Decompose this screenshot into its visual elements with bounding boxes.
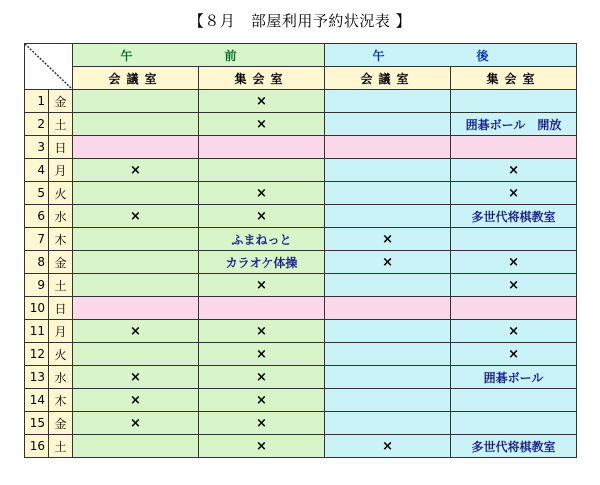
pm-meeting-cell (325, 320, 451, 343)
am-hall-cell (199, 297, 325, 320)
weekday: 金 (49, 251, 73, 274)
am-hall-cell: × (199, 205, 325, 228)
table-row (25, 136, 577, 159)
pm-meeting-cell: × (325, 228, 451, 251)
weekday: 日 (49, 136, 73, 159)
am-hall-cell: × (199, 90, 325, 113)
am-hall-cell: × (199, 412, 325, 435)
table-row (25, 274, 577, 297)
pm-hall-cell (451, 228, 577, 251)
am-meeting-cell (73, 343, 199, 366)
pm-hall-cell: 囲碁ボール (451, 366, 577, 389)
pm-hall-cell: 囲碁ボール 開放 (451, 113, 577, 136)
am-meeting-cell (73, 251, 199, 274)
pm-meeting-cell (325, 412, 451, 435)
weekday: 土 (49, 113, 73, 136)
day-number: 7 (25, 228, 49, 251)
am-meeting-cell (73, 274, 199, 297)
weekday: 木 (49, 228, 73, 251)
am-meeting-cell (73, 90, 199, 113)
table-row (25, 412, 577, 435)
pm-meeting-cell (325, 90, 451, 113)
table-row (25, 251, 577, 274)
day-number: 1 (25, 90, 49, 113)
pm-hall-cell: × (451, 251, 577, 274)
table-row (25, 182, 577, 205)
weekday: 水 (49, 205, 73, 228)
room-header-am-hall: 集会室 (199, 67, 325, 90)
am-hall-cell: × (199, 389, 325, 412)
table-row (25, 435, 577, 458)
day-number: 3 (25, 136, 49, 159)
am-meeting-cell: × (73, 159, 199, 182)
table-row (25, 297, 577, 320)
weekday: 火 (49, 182, 73, 205)
day-number: 9 (25, 274, 49, 297)
pm-hall-cell (451, 136, 577, 159)
am-hall-cell (199, 136, 325, 159)
pm-meeting-cell (325, 182, 451, 205)
am-meeting-cell (73, 228, 199, 251)
table-row (25, 205, 577, 228)
table-row (25, 343, 577, 366)
morning-header: 午 前 (73, 44, 325, 67)
am-hall-cell: × (199, 343, 325, 366)
pm-hall-cell: × (451, 274, 577, 297)
weekday: 火 (49, 343, 73, 366)
am-hall-cell: × (199, 320, 325, 343)
header-row-rooms (25, 67, 577, 90)
pm-hall-cell (451, 389, 577, 412)
am-hall-cell: × (199, 435, 325, 458)
table-row (25, 90, 577, 113)
pm-hall-cell (451, 90, 577, 113)
am-meeting-cell: × (73, 389, 199, 412)
am-meeting-cell (73, 435, 199, 458)
day-number: 12 (25, 343, 49, 366)
day-number: 15 (25, 412, 49, 435)
pm-hall-cell: × (451, 182, 577, 205)
afternoon-header: 午 後 (325, 44, 577, 67)
pm-hall-cell: × (451, 343, 577, 366)
pm-meeting-cell (325, 113, 451, 136)
am-meeting-cell (73, 136, 199, 159)
table-row (25, 320, 577, 343)
table-row (25, 159, 577, 182)
am-meeting-cell (73, 297, 199, 320)
pm-meeting-cell (325, 159, 451, 182)
pm-hall-cell: 多世代将棋教室 (451, 435, 577, 458)
day-number: 10 (25, 297, 49, 320)
am-meeting-cell: × (73, 412, 199, 435)
day-number: 8 (25, 251, 49, 274)
header-row-period (25, 44, 577, 67)
room-header-pm-meeting: 会議室 (325, 67, 451, 90)
weekday: 土 (49, 435, 73, 458)
pm-meeting-cell (325, 205, 451, 228)
pm-meeting-cell (325, 136, 451, 159)
day-number: 6 (25, 205, 49, 228)
day-number: 14 (25, 389, 49, 412)
day-number: 11 (25, 320, 49, 343)
pm-hall-cell: 多世代将棋教室 (451, 205, 577, 228)
am-meeting-cell: × (73, 320, 199, 343)
day-number: 4 (25, 159, 49, 182)
reservation-table (24, 43, 577, 458)
pm-meeting-cell (325, 343, 451, 366)
weekday: 木 (49, 389, 73, 412)
pm-hall-cell: × (451, 320, 577, 343)
am-meeting-cell (73, 113, 199, 136)
am-hall-cell: ふまねっと (199, 228, 325, 251)
weekday: 水 (49, 366, 73, 389)
room-header-pm-hall: 集会室 (451, 67, 577, 90)
table-row (25, 389, 577, 412)
room-header-am-meeting: 会議室 (73, 67, 199, 90)
pm-meeting-cell (325, 366, 451, 389)
day-number: 16 (25, 435, 49, 458)
weekday: 月 (49, 159, 73, 182)
pm-hall-cell (451, 297, 577, 320)
am-hall-cell (199, 159, 325, 182)
am-hall-cell: × (199, 113, 325, 136)
am-hall-cell: × (199, 182, 325, 205)
am-meeting-cell (73, 182, 199, 205)
am-meeting-cell: × (73, 205, 199, 228)
pm-meeting-cell: × (325, 435, 451, 458)
day-number: 5 (25, 182, 49, 205)
pm-meeting-cell (325, 389, 451, 412)
page-title: 【８月 部屋利用予約状況表 】 (188, 12, 412, 30)
am-hall-cell: × (199, 366, 325, 389)
weekday: 金 (49, 412, 73, 435)
day-number: 2 (25, 113, 49, 136)
corner-cell (25, 44, 73, 90)
am-hall-cell: カラオケ体操 (199, 251, 325, 274)
pm-hall-cell (451, 412, 577, 435)
am-meeting-cell: × (73, 366, 199, 389)
diagonal-line-icon (25, 44, 72, 89)
table-row (25, 366, 577, 389)
pm-meeting-cell (325, 274, 451, 297)
weekday: 日 (49, 297, 73, 320)
day-number: 13 (25, 366, 49, 389)
am-hall-cell: × (199, 274, 325, 297)
table-row (25, 228, 577, 251)
weekday: 月 (49, 320, 73, 343)
weekday: 土 (49, 274, 73, 297)
weekday: 金 (49, 90, 73, 113)
table-row (25, 113, 577, 136)
pm-hall-cell: × (451, 159, 577, 182)
pm-meeting-cell: × (325, 251, 451, 274)
pm-meeting-cell (325, 297, 451, 320)
